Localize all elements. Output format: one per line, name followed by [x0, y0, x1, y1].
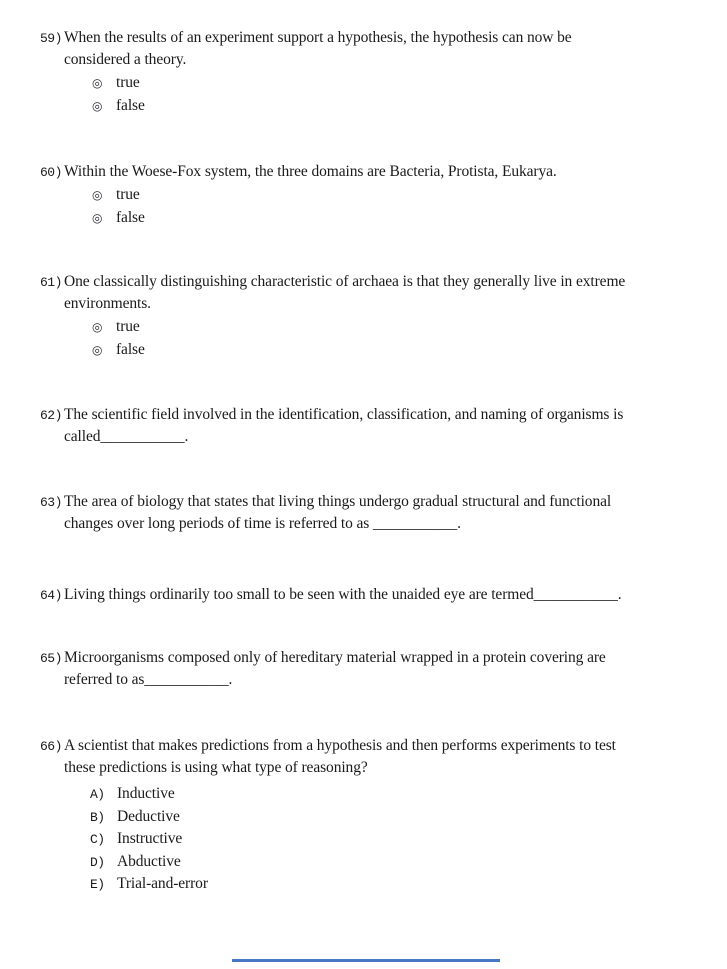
choice-label: Deductive — [117, 807, 180, 825]
option-label: false — [116, 340, 145, 358]
radio-button-icon[interactable]: ◎ — [92, 320, 103, 334]
question-text-line: A scientist that makes predictions from a hypothesis and then performs experiments to test — [64, 737, 616, 754]
choice-b — [90, 806, 616, 829]
question-number: 65) — [40, 651, 62, 666]
option-label: true — [116, 318, 140, 335]
question-64 — [40, 584, 622, 607]
option-true[interactable] — [92, 72, 572, 95]
radio-button-icon[interactable]: ◎ — [92, 76, 103, 90]
choice-a — [90, 783, 616, 806]
question-text-line: Microorganisms composed only of hereditary material wrapped in a protein covering are — [64, 649, 606, 666]
radio-button-icon[interactable]: ◎ — [92, 342, 103, 357]
question-65 — [40, 647, 606, 691]
radio-button-icon[interactable]: ◎ — [92, 98, 103, 113]
question-text-line: The area of biology that states that living things undergo gradual structural and functional — [64, 493, 612, 510]
question-text-line: One classically distinguishing characteristic of archaea is that they generally live in extreme — [64, 273, 626, 290]
choice-label: Abductive — [117, 852, 181, 870]
question-number: 60) — [40, 165, 62, 180]
true-false-options — [92, 72, 572, 117]
choice-letter: E) — [90, 877, 105, 892]
question-text-line: considered a theory. — [64, 51, 187, 68]
option-label: true — [116, 74, 140, 91]
choice-label: Instructive — [117, 830, 183, 847]
partial-blue-rule — [232, 959, 500, 962]
question-number: 59) — [40, 31, 62, 46]
true-false-options — [92, 184, 557, 229]
question-61 — [40, 271, 625, 361]
choice-label: Inductive — [117, 785, 175, 802]
question-number: 61) — [40, 275, 62, 290]
question-text-line: environments. — [64, 295, 151, 312]
choice-c — [90, 828, 616, 851]
question-text-line: these predictions is using what type of reasoning? — [64, 759, 368, 776]
option-false[interactable] — [92, 339, 625, 362]
option-false[interactable] — [92, 95, 572, 118]
question-63 — [40, 491, 611, 535]
question-60 — [40, 161, 557, 229]
choice-d — [90, 851, 616, 874]
question-number: 62) — [40, 408, 62, 423]
option-true[interactable] — [92, 316, 625, 339]
question-number: 64) — [40, 588, 62, 603]
choice-letter: B) — [90, 809, 105, 825]
choice-letter: C) — [90, 832, 105, 847]
option-label: false — [116, 208, 145, 226]
multiple-choice-options — [90, 783, 616, 896]
question-text-line: Within the Woese-Fox system, the three domains are Bacteria, Protista, Eukarya. — [64, 163, 557, 180]
question-number: 66) — [40, 739, 62, 754]
question-text-line-with-blank: called___________. — [64, 428, 189, 445]
radio-button-icon[interactable]: ◎ — [92, 188, 103, 202]
option-true[interactable] — [92, 184, 557, 207]
true-false-options — [92, 316, 625, 361]
option-label: true — [116, 186, 140, 203]
choice-letter: A) — [90, 787, 105, 802]
question-text-line-with-blank: changes over long periods of time is referred to as ___________. — [64, 515, 461, 532]
option-label: false — [116, 96, 145, 114]
radio-button-icon[interactable]: ◎ — [92, 210, 103, 225]
question-number: 63) — [40, 495, 62, 510]
question-62 — [40, 404, 623, 448]
question-59 — [40, 27, 572, 117]
question-66 — [40, 735, 616, 896]
choice-letter: D) — [90, 854, 105, 870]
choice-label: Trial-and-error — [117, 875, 208, 892]
question-text-line-with-blank: referred to as___________. — [64, 671, 233, 688]
choice-e — [90, 873, 616, 896]
question-text-line: When the results of an experiment support a hypothesis, the hypothesis can now be — [64, 29, 572, 46]
question-text-line: The scientific field involved in the identification, classification, and naming of organisms is — [64, 406, 624, 423]
question-text-line-with-blank: Living things ordinarily too small to be seen with the unaided eye are termed___________. — [64, 586, 622, 603]
option-false[interactable] — [92, 207, 557, 230]
